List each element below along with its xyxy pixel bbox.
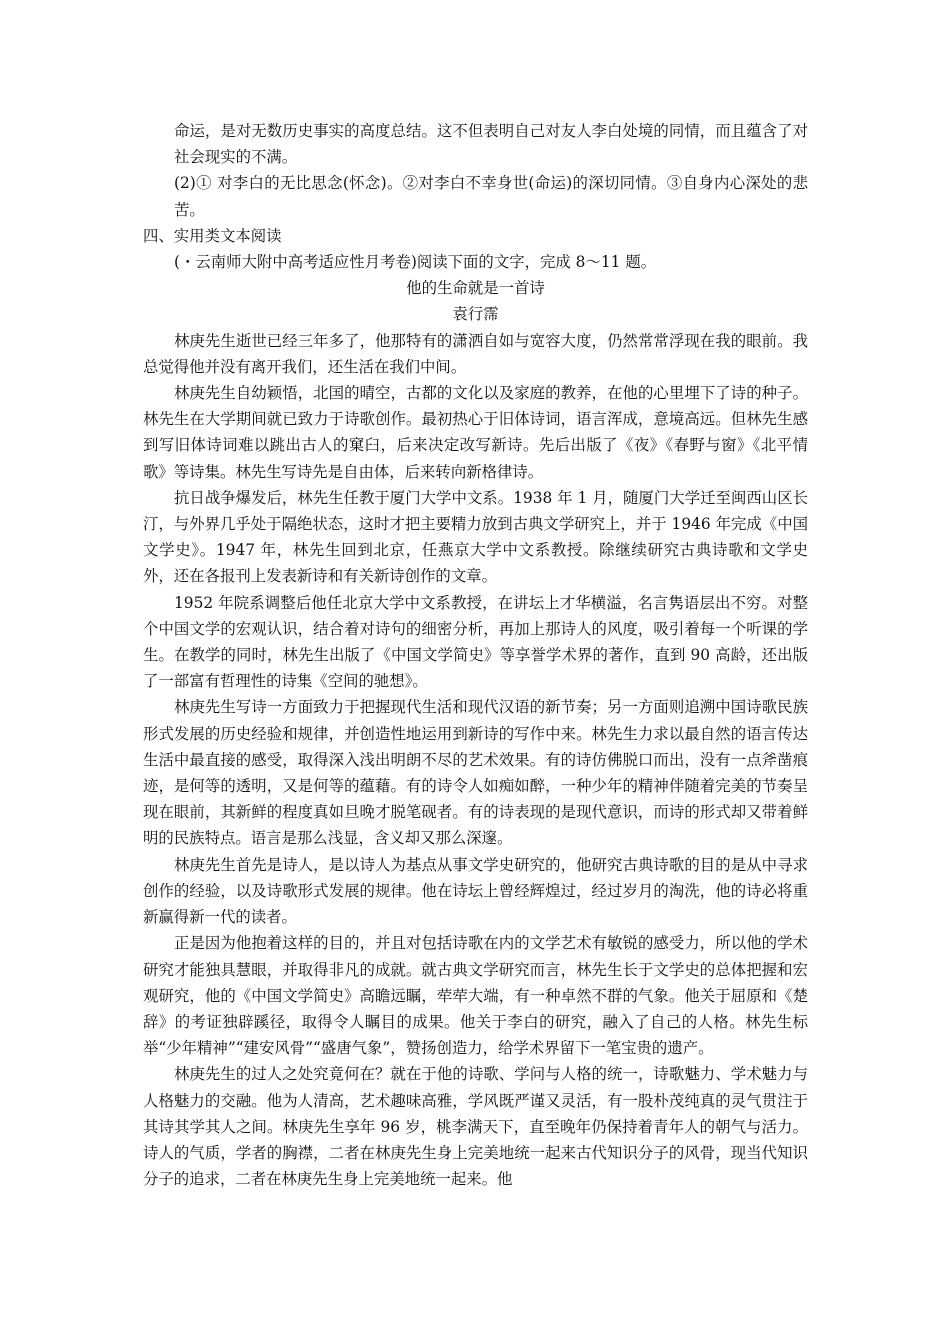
article-paragraph: 林庚先生自幼颖悟，北国的晴空，古都的文化以及家庭的教养，在他的心里埋下了诗的种子。林先生在大学期间就已致力于诗歌创作。最初热心于旧体诗词，语言浑成，意境高远。但林先生感到写旧体诗词难以跳出古人的窠臼，后来决定改写新诗。先后出版了《夜》《春野与窗》《北平情歌》等诗集。林先生写诗先是自由体，后来转向新格律诗。 xyxy=(143,384,808,481)
article-author: 袁行霈 xyxy=(452,305,499,324)
answer-block xyxy=(143,118,808,223)
article-paragraph: 林庚先生首先是诗人，是以诗人为基点从事文学史研究的，他研究古典诗歌的目的是从中寻求创作的经验，以及诗歌形式发展的规律。他在诗坛上曾经辉煌过，经过岁月的淘洗，他的诗必将重新赢得新一代的读者。 xyxy=(143,855,808,927)
answer-item-2: (2)① 对李白的无比思念(怀念)。②对李白不幸身世(命运)的深切同情。③自身内心深处的悲苦。 xyxy=(174,174,808,219)
article-paragraph: 抗日战争爆发后，林先生任教于厦门大学中文系。1938 年 1 月，随厦门大学迁至闽西山区长汀，与外界几乎处于隔绝状态，这时才把主要精力放到古典文学研究上，并于 1946 年完成《中国文学史》。1947 年，林先生回到北京，任燕京大学中文系教授。除继续研究古典诗歌和文学史外，还在各报刊上发表新诗和有关新诗创作的文章。 xyxy=(143,488,808,586)
section-instruction: (・云南师大附中高考适应性月考卷)阅读下面的文字，完成 8～11 题。 xyxy=(174,253,657,272)
article-paragraph: 林庚先生的过人之处究竟何在？就在于他的诗歌、学问与人格的统一，诗歌魅力、学术魅力与人格魅力的交融。他为人清高，艺术趣味高雅，学风既严谨又灵活，有一股朴茂纯真的灵气贯注于其诗其学其人之间。林庚先生享年 96 岁，桃李满天下，直至晚年仍保持着青年人的朝气与活力。诗人的气质，学者的胸襟，二者在林庚先生身上完美地统一起来古代知识分子的风骨，现当代知识分子的追求，二者在林庚先生身上完美地统一起来。他 xyxy=(143,1065,808,1189)
article-paragraph: 正是因为他抱着这样的目的，并且对包括诗歌在内的文学艺术有敏锐的感受力，所以他的学术研究才能独具慧眼，并取得非凡的成就。就古典文学研究而言，林先生长于文学史的总体把握和宏观研究，他的《中国文学简史》高瞻远瞩，荦荦大端，有一种卓然不群的气象。他关于屈原和《楚辞》的考证独辟蹊径，取得令人瞩目的成果。他关于李白的研究，融入了自己的人格。林先生标举“少年精神”“建安风骨”“盛唐气象”，赞扬创造力，给学术界留下一笔宝贵的遗产。 xyxy=(143,934,808,1058)
article-paragraph: 林庚先生逝世已经三年多了，他那特有的潇洒自如与宽容大度，仍然常常浮现在我的眼前。我总觉得他并没有离开我们，还生活在我们中间。 xyxy=(143,331,808,376)
article-paragraph: 1952 年院系调整后他任北京大学中文系教授，在讲坛上才华横溢，名言隽语层出不穷。对整个中国文学的宏观认识，结合着对诗句的细密分析，再加上那诗人的风度，吸引着每一个听课的学生。在教学的同时，林先生出版了《中国文学简史》等享誉学术界的著作，直到 90 高龄，还出版了一部富有哲理性的诗集《空间的驰想》。 xyxy=(143,593,808,691)
document-page xyxy=(143,118,808,1192)
article-title: 他的生命就是一首诗 xyxy=(406,279,545,298)
section-heading: 四、实用类文本阅读 xyxy=(143,226,282,245)
article-paragraph: 林庚先生写诗一方面致力于把握现代生活和现代汉语的新节奏；另一方面则追溯中国诗歌民族形式发展的历史经验和规律，并创造性地运用到新诗的写作中来。林先生力求以最自然的语言传达生活中最直接的感受，取得深入浅出明朗不尽的艺术效果。有的诗仿佛脱口而出，没有一点斧凿痕迹，是何等的透明，又是何等的蕴藉。有的诗令人如痴如醉，一种少年的精神伴随着完美的节奏呈现在眼前，其新鲜的程度真如旦晚才脱笔砚者。有的诗表现的是现代意识，而诗的形式却又带着鲜明的民族特点。语言是那么浅显，含义却又那么深邃。 xyxy=(143,698,808,848)
answer-continuation: 命运，是对无数历史事实的高度总结。这不但表明自己对友人李白处境的同情，而且蕴含了对社会现实的不满。 xyxy=(174,122,808,167)
